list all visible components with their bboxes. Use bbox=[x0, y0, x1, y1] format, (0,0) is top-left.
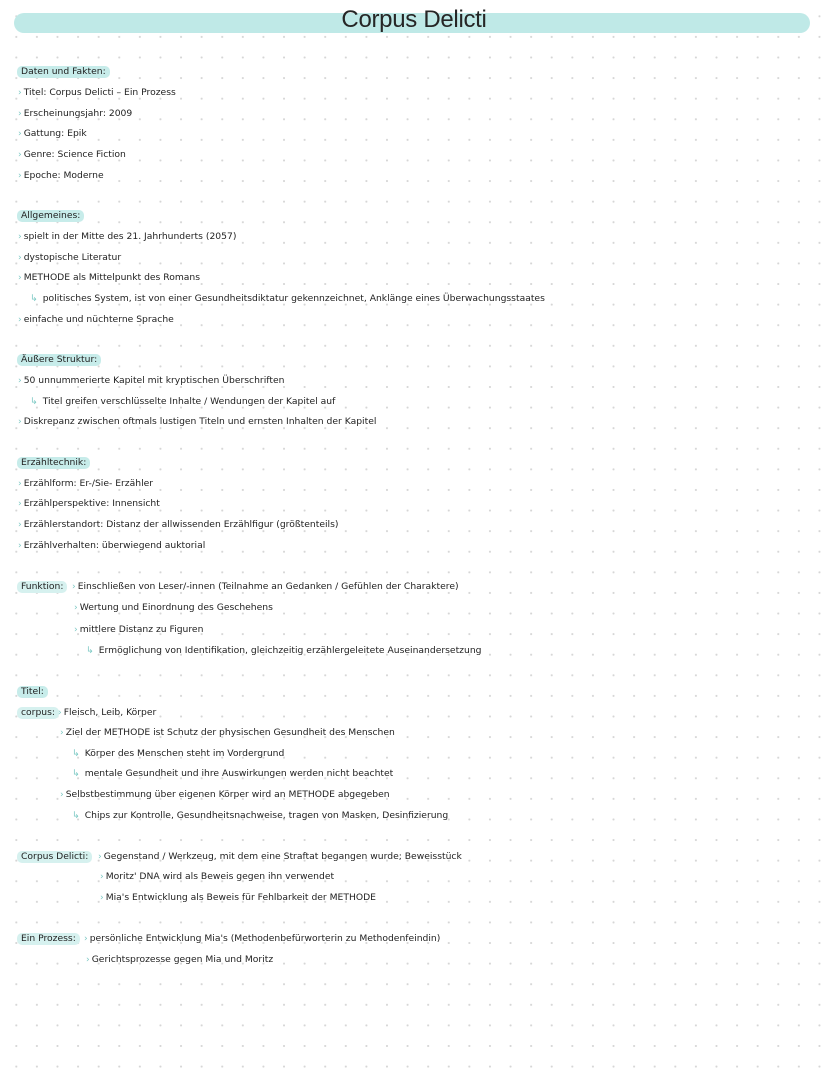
arrow-sub-icon: ↳ bbox=[72, 768, 80, 779]
arrow-sub-icon: ↳ bbox=[30, 293, 38, 304]
heading-allgemeines: Allgemeines: bbox=[17, 210, 84, 222]
list-item: › Wertung und Einordnung des Geschehens bbox=[74, 602, 273, 613]
list-item: › Erzählperspektive: Innensicht bbox=[18, 498, 160, 509]
list-item: › mittlere Distanz zu Figuren bbox=[74, 624, 204, 635]
bullet-icon: › bbox=[18, 416, 22, 427]
list-item: › spielt in der Mitte des 21. Jahrhunderts (2057) bbox=[18, 231, 237, 242]
list-item: › Gerichtsprozesse gegen Mia und Moritz bbox=[86, 954, 274, 965]
label-corpus: corpus: bbox=[17, 707, 59, 719]
list-item: › Selbstbestimmung über eigenen Körper wird an METHODE abgegeben bbox=[60, 789, 390, 800]
heading-struktur: Äußere Struktur: bbox=[17, 354, 101, 366]
bullet-icon: › bbox=[18, 170, 22, 181]
list-item: › Titel: Corpus Delicti – Ein Prozess bbox=[18, 87, 176, 98]
bullet-icon: › bbox=[74, 624, 78, 635]
label-ein-prozess: Ein Prozess: bbox=[17, 933, 80, 945]
list-item: › Erzählerstandort: Distanz der allwissenden Erzählfigur (größtenteils) bbox=[18, 519, 339, 530]
label-corpus-delicti: Corpus Delicti: bbox=[17, 851, 92, 863]
bullet-icon: › bbox=[18, 128, 22, 139]
bullet-icon: › bbox=[60, 727, 64, 738]
list-subitem: ↳ politisches System, ist von einer Gesundheitsdiktatur gekennzeichnet, Anklänge eines Überwachungsstaates bbox=[30, 293, 545, 304]
list-item: › Epoche: Moderne bbox=[18, 170, 104, 181]
bullet-icon: › bbox=[18, 519, 22, 530]
list-item: › persönliche Entwicklung Mia's (Methodenbefürworterin zu Methodenfeindin) bbox=[84, 933, 441, 944]
bullet-icon: › bbox=[18, 252, 22, 263]
bullet-icon: › bbox=[18, 149, 22, 160]
list-item: › METHODE als Mittelpunkt des Romans bbox=[18, 272, 201, 283]
list-item: › Fleisch, Leib, Körper bbox=[58, 707, 157, 718]
bullet-icon: › bbox=[74, 602, 78, 613]
list-item: › 50 unnummerierte Kapitel mit kryptischen Überschriften bbox=[18, 375, 285, 386]
list-subitem: ↳ Ermöglichung von Identifikation, gleichzeitig erzählergeleitete Auseinandersetzung bbox=[86, 645, 482, 656]
bullet-icon: › bbox=[84, 933, 88, 944]
list-item: › Moritz' DNA wird als Beweis gegen ihn verwendet bbox=[100, 871, 335, 882]
arrow-sub-icon: ↳ bbox=[72, 810, 80, 821]
list-subitem: ↳ Körper des Menschen steht im Vordergrund bbox=[72, 748, 285, 759]
list-item: › einfache und nüchterne Sprache bbox=[18, 314, 174, 325]
list-item: › Ziel der METHODE ist Schutz der physischen Gesundheit des Menschen bbox=[60, 727, 395, 738]
heading-erzaehltechnik: Erzähltechnik: bbox=[17, 457, 90, 469]
list-item: › Erzählform: Er-/Sie- Erzähler bbox=[18, 478, 154, 489]
bullet-icon: › bbox=[58, 707, 62, 718]
list-subitem: ↳ Chips zur Kontrolle, Gesundheitsnachweise, tragen von Masken, Desinfizierung bbox=[72, 810, 449, 821]
list-item: › Gattung: Epik bbox=[18, 128, 87, 139]
page-title: Corpus Delicti bbox=[341, 6, 487, 33]
heading-daten: Daten und Fakten: bbox=[17, 66, 110, 78]
list-item: › Diskrepanz zwischen oftmals lustigen Titeln und ernsten Inhalten der Kapitel bbox=[18, 416, 377, 427]
heading-titel: Titel: bbox=[17, 686, 48, 698]
bullet-icon: › bbox=[18, 498, 22, 509]
list-item: › Erscheinungsjahr: 2009 bbox=[18, 108, 133, 119]
bullet-icon: › bbox=[18, 231, 22, 242]
bullet-icon: › bbox=[18, 314, 22, 325]
arrow-sub-icon: ↳ bbox=[86, 645, 94, 656]
label-funktion: Funktion: bbox=[17, 581, 67, 593]
list-subitem: ↳ mentale Gesundheit und ihre Auswirkungen werden nicht beachtet bbox=[72, 768, 394, 779]
bullet-icon: › bbox=[100, 892, 104, 903]
list-item: › Genre: Science Fiction bbox=[18, 149, 126, 160]
bullet-icon: › bbox=[72, 581, 76, 592]
bullet-icon: › bbox=[18, 87, 22, 98]
bullet-icon: › bbox=[18, 478, 22, 489]
bullet-icon: › bbox=[18, 272, 22, 283]
arrow-sub-icon: ↳ bbox=[30, 396, 38, 407]
list-item: › Gegenstand / Werkzeug, mit dem eine Straftat begangen wurde; Beweisstück bbox=[98, 851, 462, 862]
bullet-icon: › bbox=[18, 108, 22, 119]
list-item: › Einschließen von Leser/-innen (Teilnahme an Gedanken / Gefühlen der Charaktere) bbox=[72, 581, 459, 592]
bullet-icon: › bbox=[18, 540, 22, 551]
arrow-sub-icon: ↳ bbox=[72, 748, 80, 759]
list-item: › Erzählverhalten: überwiegend auktorial bbox=[18, 540, 206, 551]
list-item: › Mia's Entwicklung als Beweis für Fehlbarkeit der METHODE bbox=[100, 892, 376, 903]
bullet-icon: › bbox=[86, 954, 90, 965]
bullet-icon: › bbox=[18, 375, 22, 386]
bullet-icon: › bbox=[98, 851, 102, 862]
list-item: › dystopische Literatur bbox=[18, 252, 122, 263]
list-subitem: ↳ Titel greifen verschlüsselte Inhalte / Wendungen der Kapitel auf bbox=[30, 396, 336, 407]
bullet-icon: › bbox=[100, 871, 104, 882]
bullet-icon: › bbox=[60, 789, 64, 800]
